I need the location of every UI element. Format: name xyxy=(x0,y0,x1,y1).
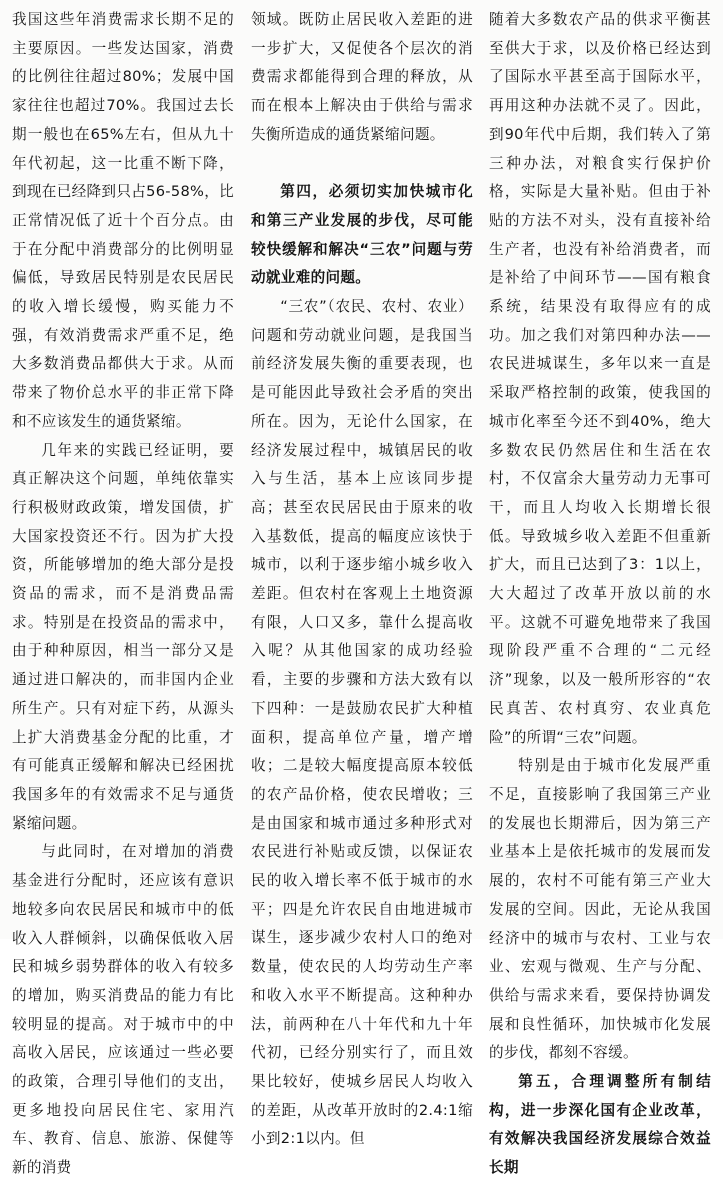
paragraph: 与此同时，在对增加的消费基金进行分配时，还应该有意识地较多向农民居民和城市中的低收入人群倾斜，以确保低收入居民和城乡弱势群体的收入有较多的增加，购买消费品的能力有比较明显的提高。对于城市中的中高收入居民，应该通过一些必要的政策，合理引导他们的支出，更多地投向居民住宅、家用汽车、教育、信息、旅游、保健等新的消费 xyxy=(12,843,234,1177)
paragraph: 我国这些年消费需求长期不足的主要原因。一些发达国家，消费的比例往往超过80%；发展中国家往往也超过70%。我国过去长期一般也在65%左右，但从九十年代初起，这一比重不断下降，到现在已经降到只占56-58%，比正常情况低了近十个百分点。由于在分配中消费部分的比例明显偏低，导致居民特别是农民居民的收入增长缓慢，购买能力不强，有效消费需求严重不足，绝大多数消费品都供大于求。从而带来了物价总水平的非正常下降和不应该发生的通货紧缩。 xyxy=(12,11,234,430)
text-column-1 xyxy=(12,6,234,1183)
paragraph: “三农”（农民、农村、农业）问题和劳动就业问题，是我国当前经济发展失衡的重要表现，也是可能因此导致社会矛盾的突出所在。因为，无论什么国家，在经济发展过程中，城镇居民的收入与生活，基本上应该同步提高；甚至农民居民由于原来的收入基数低，提高的幅度应该快于城市，以利于逐步缩小城乡收入差距。但农村在客观上土地资源有限，人口又多，靠什么提高收入呢？从其他国家的成功经验看，主要的步骤和方法大致有以下四种：一是鼓励农民扩大种植面积，提高单位产量，增产增收；二是较大幅度提高原本较低的农产品价格，使农民增收；三是由国家和城市通过多种形式对农民进行补贴或反馈，以保证农民的收入增长率不低于城市的水平；四是允许农民自由地进城市谋生，逐步减少农村人口的绝对数量，使农民的人均劳动生产率和收入水平不断提高。这种种办法，前两种在八十年代和九十年代初，已经分别实行了，而且效果比较好，使城乡居民人均收入的差距，从改革开放时的2.4:1缩小到2:1以内。但 xyxy=(251,298,473,1148)
paragraph: 几年来的实践已经证明，要真正解决这个问题，单纯依靠实行积极财政政策，增发国债，扩大国家投资还不行。因为扩大投资，所能够增加的绝大部分是投资品的需求，而不是消费品需求。特别是在投资品的需求中，由于种种原因，相当一部分又是通过进口解决的，而非国内企业所生产。只有对症下药，从源头上扩大消费基金分配的比重，才有可能真正缓解和解决已经困扰我国多年的有效需求不足与通货紧缩问题。 xyxy=(12,441,234,832)
text-column-3 xyxy=(489,6,711,1183)
text-column-2 xyxy=(251,6,473,1154)
paragraph: 特别是由于城市化发展严重不足，直接影响了我国第三产业的发展也长期滞后，因为第三产业基本上是依托城市的发展而发展的，农村不可能有第三产业大发展的空间。因此，无论从我国经济中的城市与农村、工业与农业、宏观与微观、生产与分配、供给与需求来看，要保持协调发展和良性循环，加快城市化发展的步伐，都刻不容缓。 xyxy=(489,757,711,1062)
section-heading: 第四，必须切实加快城市化和第三产业发展的步伐，尽可能较快缓解和解决“三农”问题与劳动就业难的问题。 xyxy=(251,183,473,287)
paragraph: 随着大多数农产品的供求平衡甚至供大于求，以及价格已经达到了国际水平甚至高于国际水平，再用这种办法就不灵了。因此，到90年代中后期，我们转入了第三种办法，对粮食实行保护价格，实际是大量补贴。但由于补贴的方法不对头，没有直接补给生产者，也没有补给消费者，而是补给了中间环节——国有粮食系统，结果没有取得应有的成功。加之我们对第四种办法——农民进城谋生，多年以来一直是采取严格控制的政策，使我国的城市化率至今还不到40%，绝大多数农民仍然居住和生活在农村，不仅富余大量劳动力无事可干，而且人均收入长期增长很低。导致城乡收入差距不但重新扩大，而且已达到了3：1以上，大大超过了改革开放以前的水平。这就不可避免地带来了我国现阶段严重不合理的“二元经济”现象，以及一般所形容的“农民真苦、农村真穷、农业真危险”的所谓“三农”问题。 xyxy=(489,11,711,746)
paragraph-gap xyxy=(251,150,473,179)
section-heading: 第五，合理调整所有制结构，进一步深化国有企业改革，有效解决我国经济发展综合效益长期 xyxy=(489,1073,711,1177)
paragraph: 领域。既防止居民收入差距的进一步扩大，又促使各个层次的消费需求都能得到合理的释放，从而在根本上解决由于供给与需求失衡所造成的通货紧缩问题。 xyxy=(251,11,473,143)
